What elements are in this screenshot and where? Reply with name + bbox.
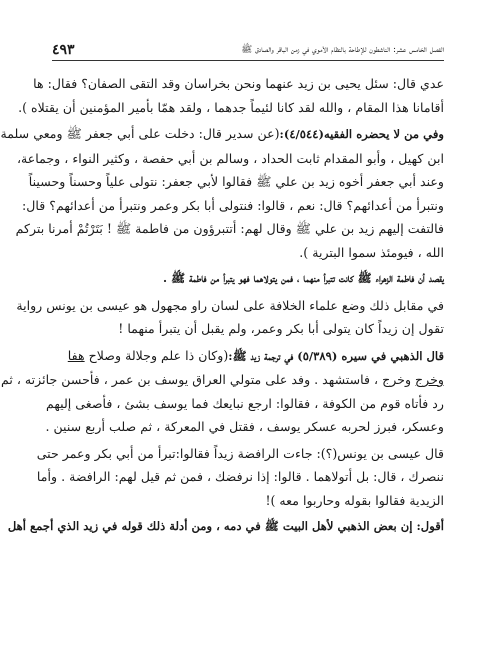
text-line: ابن كهيل ، وأبو المقدام ثابت الحداد ، وسالم بن أبي حفصة ، وكثير النواء ، وجماعة، (16, 150, 444, 166)
page-header (52, 40, 444, 61)
running-title: الفصل الخامس عشر: الناشطون للإطاحة بالنظام الأموي في زمن الباقر والصادق ﷺ (241, 45, 444, 55)
paragraph-6 (36, 442, 444, 513)
text-line: الله ، فيومئذ سموا البترية ). (299, 244, 444, 260)
text-line: يقصد أن فاطمة الزهراء ﷺ كانت تتبرأ منهما ، فمن يتولاهما فهو يتبرأ من فاطمة ﷺ . (163, 271, 444, 285)
text-line (0, 368, 444, 392)
text-line: الزيدية فقالوا بقوله وحاربوا معه )! (265, 492, 444, 508)
text-line: وعسكر، فبرز لحربه عسكر يوسف ، فقتل في المعركة ، ثم صلب أربع سنين . (45, 419, 444, 434)
paragraph-1 (18, 72, 444, 119)
text-line: ننصرك ، قال: بل أتولاهما . قالوا: إذا نرفضك ، فمن ثم قيل لهم: الرافضة . وأما (36, 469, 444, 484)
underlined-word: وخرج (415, 372, 444, 387)
page-body (0, 72, 444, 542)
lead-word: أقول: (416, 519, 444, 533)
page-number: ٤٩٣ (52, 42, 75, 58)
paragraph-3-note (52, 267, 444, 291)
line-rest: إن بعض الذهبي لأهل البيت ﷺ في دمه ، ومن أدلة ذلك قوله في زيد الذي أجمع أهل (7, 519, 413, 533)
source-citation: وفي من لا يحضره الفقيه(٤/٥٤٤): (279, 127, 444, 141)
text-line: أقامانا هذا المقام ، والله لقد كانا لئيماً جدهما ، ولقد همّا بأمير المؤمنين أن يقتلاه ). (18, 99, 444, 115)
line-rest: وخرج ، فاستشهد . وفد على متولي العراق يوسف بن عمر ، فأحسن جائزته ، ثم (0, 372, 412, 387)
text-line: وعند أبي جعفر أخوه زيد بن علي ﷺ فقالوا لأبي جعفر: نتولى علياً وحسناً وحسيناً (28, 174, 444, 189)
paragraph-7 (7, 515, 444, 539)
text-line: ونتبرأ من أعدائهم؟ قال: نعم ، قالوا: فنتولى أبا بكر وعمر ونتبرأ من أعدائهم؟ قال: (22, 197, 444, 213)
text-line (52, 344, 444, 369)
text-line: تقول إن زيداً كان يتولى أبا بكر وعمر، ولم يقبل أن يتبرأ منهما ! (118, 321, 444, 336)
text-line: قال عيسى بن يونس(؟): جاءت الرافضة زيداً فقالوا:تبرأ من أبي بكر وعمر حتى (36, 445, 444, 461)
paragraph-2 (0, 122, 444, 264)
text-line: عدي قال: سئل يحيى بن زيد عنهما ونحن بخراسان وقد التقى الصفان؟ فقال: ها (33, 76, 444, 91)
quote-text: (عن سدير قال: دخلت على أبي جعفر ﷺ ومعي سلمة (0, 126, 280, 141)
paragraph-4 (16, 294, 444, 341)
text-line: رد فأتاه قوم من الكوفة ، فقالوا: ارجع نبايعك فما يوسف بشئ ، فأصغى إليهم (45, 395, 444, 411)
text-line: في مقابل ذلك وضع علماء الخلافة على لسان راو مجهول هو عيسى بن يونس رواية (16, 297, 444, 313)
text-line (0, 122, 444, 147)
source-citation: قال الذهبي في سيره (٥/٣٨٩) في ترجمة زيد ﷺ: (228, 348, 444, 363)
paragraph-5 (0, 344, 444, 439)
text-line (7, 515, 444, 539)
text-line: فالتفت إليهم زيد بن علي ﷺ وقال لهم: أتتبرؤون من فاطمة ﷺ ! بَتَرْتُمْ أمرنا بتركم (15, 221, 444, 236)
underlined-word: هفا (67, 347, 85, 363)
quote-text: (وكان ذا علم وجلالة وصلاح (88, 347, 229, 363)
